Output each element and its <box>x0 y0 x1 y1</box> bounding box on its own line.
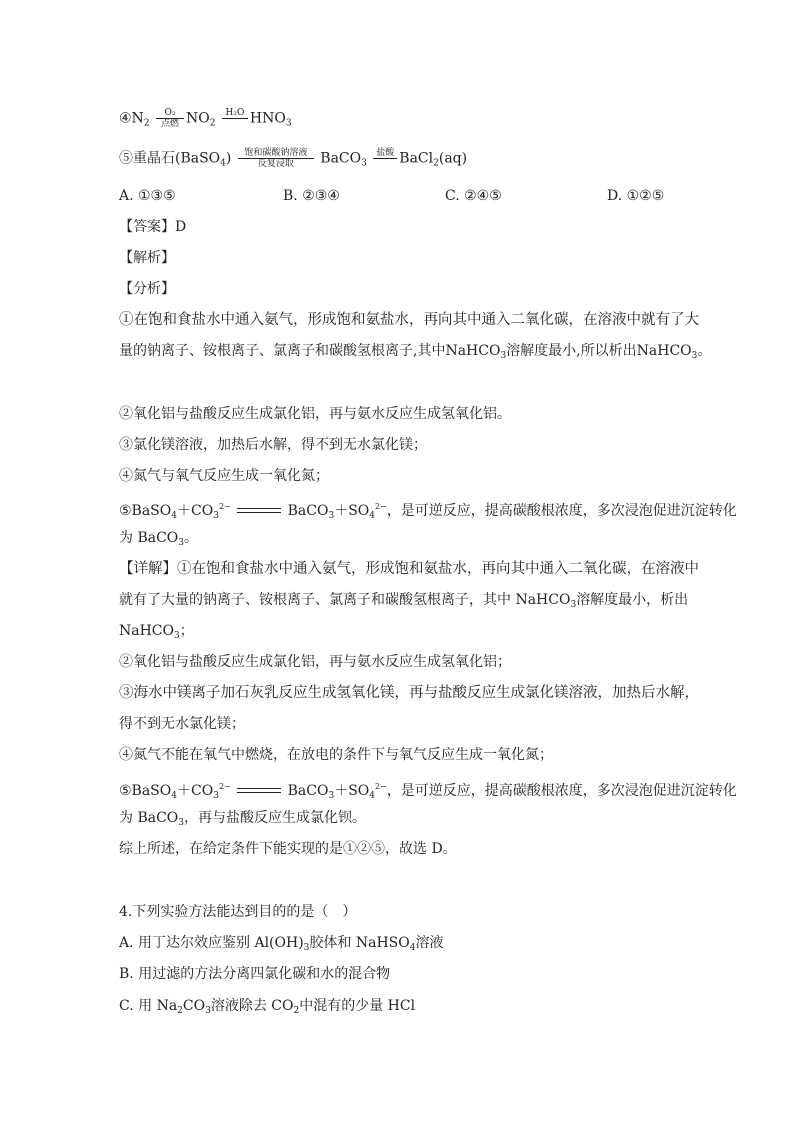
option-d: D. ①②⑤ <box>607 188 665 204</box>
summary: 综上所述，在给定条件下能实现的是①②⑤，故选 D。 <box>119 841 457 857</box>
text: ； <box>179 623 194 639</box>
paragraph: ③海水中镁离子加石灰乳反应生成氢氧化镁，再与盐酸反应生成氯化镁溶液，加热后水解， <box>119 685 699 701</box>
text: 就有了大量的钠离子、铵根离子、氯离子和碳酸氢根离子，其中 NaHCO <box>119 592 571 608</box>
paragraph <box>119 528 198 553</box>
equilibrium-arrow-icon <box>237 786 281 796</box>
fenxi-heading: 【分析】 <box>119 281 175 297</box>
text: BaCO <box>287 783 329 799</box>
text: ，是可逆反应，提高碳酸根浓度，多次浸泡促进沉淀转化 <box>386 503 737 519</box>
text: C. 用 Na <box>119 998 178 1014</box>
subscript: 4 <box>171 791 177 801</box>
question-4: 4.下列实验方法能达到目的的是（ ） <box>119 904 357 920</box>
subscript: 3 <box>178 818 185 828</box>
paragraph <box>119 341 711 366</box>
text: ⑤BaSO <box>119 503 172 519</box>
subscript: 3 <box>285 118 292 129</box>
subscript: 3 <box>361 158 367 169</box>
answer: 【答案】D <box>119 219 187 235</box>
paragraph: ①在饱和食盐水中通入氨气，形成饱和氨盐水，再向其中通入二氧化碳，在溶液中就有了大 <box>119 312 699 328</box>
subscript: 3 <box>178 538 185 548</box>
text: BaCO <box>315 150 362 167</box>
text: (aq) <box>438 150 468 167</box>
text: 胶体和 NaHSO <box>309 935 410 951</box>
superscript: 2− <box>375 782 387 791</box>
text: BaCl <box>399 150 434 167</box>
question-4-option-c <box>119 996 415 1021</box>
subscript: 3 <box>174 631 180 641</box>
text: 溶液 <box>415 935 444 951</box>
text: 溶解度最小,所以析出NaHCO <box>506 343 692 359</box>
condition-bottom: 点燃 <box>160 119 179 129</box>
text: ) <box>225 150 232 167</box>
text: NO <box>186 110 210 127</box>
paragraph <box>119 621 194 646</box>
subscript: 4 <box>369 511 376 521</box>
text: 溶解度最小，析出 <box>576 592 689 608</box>
equilibrium-arrow-icon <box>237 506 281 516</box>
text: ，是可逆反应，提高碳酸根浓度，多次浸泡促进沉淀转化 <box>386 783 737 799</box>
subscript: 3 <box>213 791 219 801</box>
paragraph: 【详解】①在饱和食盐水中通入氨气，形成饱和氨盐水，再向其中通入二氧化碳，在溶液中 <box>119 561 699 577</box>
text: ⑤BaSO <box>119 783 172 799</box>
subscript: 2 <box>209 118 216 129</box>
paragraph: ③氯化镁溶液，加热后水解，得不到无水氯化镁； <box>119 437 427 453</box>
condition-arrow <box>373 148 397 169</box>
paragraph <box>119 777 737 806</box>
condition-bottom: 反复浸取 <box>257 159 294 169</box>
subscript: 3 <box>691 351 698 361</box>
text: A. 用丁达尔效应鉴别 Al(OH) <box>119 935 304 951</box>
subscript: 3 <box>328 511 335 521</box>
subscript: 2 <box>177 1006 183 1016</box>
paragraph: ②氧化铝与盐酸反应生成氯化铝，再与氨水反应生成氢氧化铝。 <box>119 406 511 422</box>
text: ④N <box>119 110 144 127</box>
analysis-heading: 【解析】 <box>119 250 175 266</box>
option-c: C. ②④⑤ <box>445 188 502 204</box>
text: ＋SO <box>334 783 370 799</box>
text: 。 <box>184 530 199 546</box>
text: 量的钠离子、铵根离子、氯离子和碳酸氢根离子,其中NaHCO <box>119 343 501 359</box>
reaction-line-4 <box>119 108 292 134</box>
question-4-option-b: B. 用过滤的方法分离四氯化碳和水的混合物 <box>119 966 391 982</box>
text: 为 BaCO <box>119 530 179 546</box>
text: ⑤重晶石(BaSO <box>119 150 221 167</box>
reaction-line-5 <box>119 148 467 174</box>
text: ，再与盐酸反应生成氯化钡。 <box>184 810 367 826</box>
paragraph: ④氮气不能在氧气中燃烧，在放电的条件下与氧气反应生成一氧化氮； <box>119 747 553 763</box>
superscript: 2− <box>218 502 231 511</box>
text: CO <box>182 998 206 1014</box>
subscript: 2 <box>293 1006 300 1016</box>
subscript: 2 <box>433 158 439 169</box>
subscript: 3 <box>328 791 335 801</box>
condition-arrow <box>238 148 314 169</box>
condition-arrow <box>222 108 248 129</box>
option-b: B. ②③④ <box>283 188 340 204</box>
subscript: 3 <box>303 943 310 953</box>
condition-bottom <box>222 119 248 129</box>
condition-arrow <box>156 108 184 129</box>
condition-top: 饱和碳酸钠溶液 <box>244 148 308 158</box>
subscript: 2 <box>143 118 150 129</box>
option-a: A. ①③⑤ <box>119 188 176 204</box>
paragraph: 得不到无水氯化镁； <box>119 716 245 732</box>
subscript: 3 <box>570 600 577 610</box>
subscript: 3 <box>213 511 219 521</box>
paragraph <box>119 808 366 833</box>
paragraph <box>119 590 688 615</box>
text: NaHCO <box>119 623 174 639</box>
text: ＋CO <box>177 783 214 799</box>
subscript: 4 <box>171 511 177 521</box>
text: 。 <box>697 343 712 359</box>
question-4-option-a <box>119 933 443 958</box>
condition-top: 盐酸 <box>376 148 395 158</box>
subscript: 4 <box>220 158 226 169</box>
superscript: 2− <box>375 502 387 511</box>
text: BaCO <box>287 503 329 519</box>
subscript: 4 <box>369 791 376 801</box>
subscript: 3 <box>500 351 507 361</box>
paragraph: ②氧化铝与盐酸反应生成氯化铝，再与氨水反应生成氢氧化铝； <box>119 654 511 670</box>
condition-top: O₂ <box>164 108 176 118</box>
text: 为 BaCO <box>119 810 179 826</box>
paragraph: ④氮气与氧气反应生成一氧化氮； <box>119 468 329 484</box>
text: HNO <box>249 110 286 127</box>
condition-bottom <box>373 159 397 169</box>
text: 中混有的少量 HCl <box>299 998 416 1014</box>
superscript: 2− <box>218 782 231 791</box>
text: ＋CO <box>177 503 214 519</box>
text: 溶液除去 CO <box>210 998 294 1014</box>
condition-top: H₂O <box>225 108 245 118</box>
paragraph <box>119 497 737 526</box>
text: ＋SO <box>334 503 370 519</box>
subscript: 3 <box>205 1006 211 1016</box>
subscript: 4 <box>409 943 416 953</box>
